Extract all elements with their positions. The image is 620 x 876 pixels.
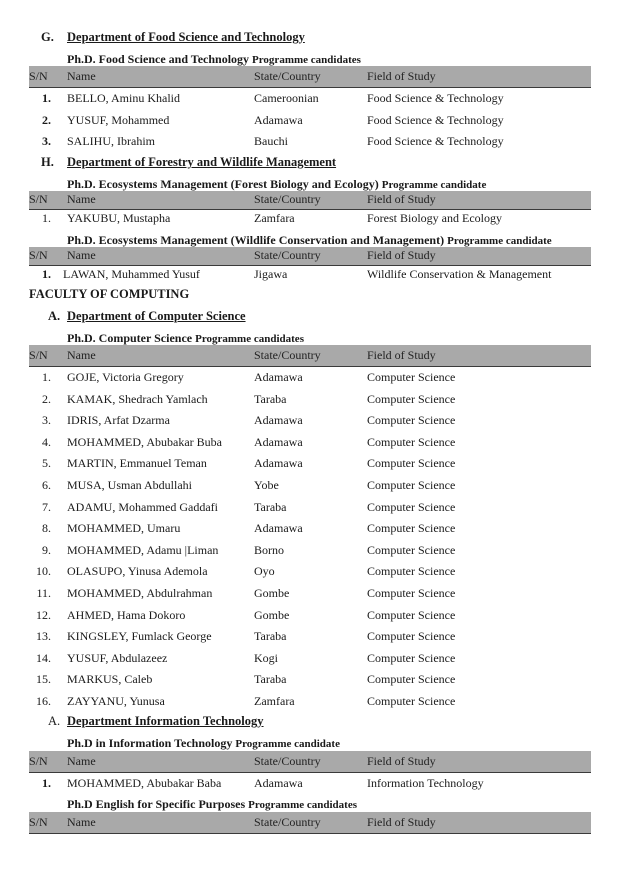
table-row <box>29 413 591 431</box>
header-name: Name <box>67 815 96 829</box>
cell-state: Adamawa <box>254 413 303 428</box>
cell-name: KAMAK, Shedrach Yamlach <box>67 391 208 406</box>
cell-state: Zamfara <box>254 211 295 225</box>
programme-heading <box>67 331 304 346</box>
table-header <box>29 345 591 367</box>
cell-field: Computer Science <box>367 542 456 557</box>
table-row <box>29 776 591 794</box>
table-row <box>29 91 591 109</box>
cell-sn: 3. <box>42 134 51 148</box>
table-row <box>29 478 591 496</box>
department-heading <box>48 309 246 324</box>
department-heading <box>41 30 305 45</box>
table-row <box>29 564 591 582</box>
programme-heading <box>67 177 486 192</box>
programme-name: Ph.D English for Specific Purposes <box>67 797 249 811</box>
cell-field: Forest Biology and Ecology <box>367 211 502 225</box>
cell-name: MOHAMMED, Abubakar Baba <box>67 776 222 790</box>
table-row <box>29 392 591 410</box>
cell-name: MARKUS, Caleb <box>67 672 153 687</box>
cell-sn: 7. <box>42 499 51 514</box>
table-row <box>29 267 591 285</box>
table-row <box>29 672 591 690</box>
cell-sn: 1. <box>42 776 51 790</box>
header-field: Field of Study <box>367 69 436 83</box>
programme-name: Ph.D. Computer Science <box>67 331 196 345</box>
cell-sn: 1. <box>42 211 51 225</box>
cell-name: MUSA, Usman Abdullahi <box>67 478 193 492</box>
cell-state: Yobe <box>254 478 279 492</box>
cell-field: Wildlife Conservation & Management <box>367 267 552 281</box>
header-state: State/Country <box>254 69 321 83</box>
cell-sn: 2. <box>42 391 51 406</box>
cell-state: Taraba <box>254 499 287 514</box>
cell-sn: 12. <box>36 607 51 622</box>
table-row <box>29 113 591 131</box>
cell-name: MOHAMMED, Abubakar Buba <box>67 434 222 449</box>
header-state: State/Country <box>254 348 321 362</box>
cell-sn: 1. <box>42 267 51 281</box>
cell-field: Computer Science <box>367 456 456 471</box>
header-name: Name <box>67 754 96 768</box>
cell-sn: 15. <box>36 672 51 687</box>
cell-sn: 9. <box>42 542 51 557</box>
cell-field: Computer Science <box>367 391 456 406</box>
cell-sn: 1. <box>42 91 51 105</box>
programme-suffix: Programme candidate <box>447 235 552 247</box>
cell-name: MARTIN, Emmanuel Teman <box>67 456 207 471</box>
header-field: Field of Study <box>367 754 436 768</box>
cell-field: Information Technology <box>367 776 484 790</box>
cell-name: YUSUF, Abdulazeez <box>67 650 168 665</box>
cell-name: OLASUPO, Yinusa Ademola <box>67 564 208 579</box>
table-header <box>29 812 591 834</box>
cell-field: Computer Science <box>367 564 456 579</box>
cell-sn: 13. <box>36 629 51 644</box>
cell-sn: 10. <box>36 564 51 579</box>
cell-sn: 14. <box>36 650 51 665</box>
header-sn: S/N <box>29 815 48 829</box>
programme-heading <box>67 797 357 812</box>
cell-state: Adamawa <box>254 434 303 449</box>
cell-sn: 3. <box>42 413 51 428</box>
cell-sn: 2. <box>42 112 51 127</box>
cell-field: Food Science & Technology <box>367 91 504 105</box>
programme-suffix: Programme candidates <box>195 333 304 345</box>
cell-field: Computer Science <box>367 521 456 536</box>
department-title: Department of Forestry and Wildlife Management <box>67 155 337 169</box>
table-header <box>29 66 591 88</box>
header-sn: S/N <box>29 248 48 262</box>
cell-state: Kogi <box>254 650 278 665</box>
programme-suffix: Programme candidate <box>235 738 340 750</box>
header-name: Name <box>67 348 96 362</box>
cell-state: Borno <box>254 542 284 557</box>
cell-state: Adamawa <box>254 456 303 471</box>
programme-name: Ph.D in Information Technology <box>67 736 236 750</box>
cell-sn: 6. <box>42 478 51 492</box>
header-state: State/Country <box>254 815 321 829</box>
table-row <box>29 629 591 647</box>
department-title: Department of Food Science and Technology <box>67 30 305 44</box>
programme-name: Ph.D. Food Science and Technology <box>67 52 253 66</box>
programme-suffix: Programme candidate <box>381 179 487 191</box>
department-heading <box>48 714 264 729</box>
cell-state: Cameroonian <box>254 91 319 105</box>
cell-name: KINGSLEY, Fumlack George <box>67 629 212 644</box>
cell-field: Food Science & Technology <box>367 112 504 127</box>
programme-heading <box>67 52 361 67</box>
cell-state: Bauchi <box>254 134 288 148</box>
table-header <box>29 191 591 210</box>
cell-field: Computer Science <box>367 694 456 708</box>
cell-sn: 8. <box>42 521 51 536</box>
table-row <box>29 586 591 604</box>
header-name: Name <box>67 69 96 83</box>
header-field: Field of Study <box>367 815 436 829</box>
header-state: State/Country <box>254 248 321 262</box>
cell-field: Food Science & Technology <box>367 134 504 148</box>
cell-name: ADAMU, Mohammed Gaddafi <box>67 499 218 514</box>
header-field: Field of Study <box>367 248 436 262</box>
table-row <box>29 500 591 518</box>
table-row <box>29 456 591 474</box>
cell-name: AHMED, Hama Dokoro <box>67 607 186 622</box>
cell-state: Adamawa <box>254 776 303 790</box>
cell-name: YUSUF, Mohammed <box>67 112 170 127</box>
header-name: Name <box>67 192 96 206</box>
section-letter: A. <box>48 714 61 728</box>
table-row <box>29 435 591 453</box>
cell-sn: 11. <box>36 586 51 600</box>
cell-field: Computer Science <box>367 413 456 428</box>
cell-field: Computer Science <box>367 370 456 384</box>
table-row <box>29 211 591 229</box>
header-sn: S/N <box>29 69 48 83</box>
programme-heading <box>67 233 552 248</box>
cell-name: GOJE, Victoria Gregory <box>67 370 184 384</box>
table-row <box>29 694 591 712</box>
cell-name: YAKUBU, Mustapha <box>67 211 171 225</box>
cell-field: Computer Science <box>367 607 456 622</box>
header-field: Field of Study <box>367 348 436 362</box>
cell-name: MOHAMMED, Abdulrahman <box>67 586 213 600</box>
header-sn: S/N <box>29 754 48 768</box>
programme-name: Ph.D. Ecosystems Management (Wildlife Conservation and Management) <box>67 233 448 247</box>
section-letter: A. <box>48 309 61 323</box>
cell-state: Adamawa <box>254 112 303 127</box>
table-row <box>29 651 591 669</box>
header-state: State/Country <box>254 192 321 206</box>
cell-field: Computer Science <box>367 434 456 449</box>
section-letter: H. <box>41 155 54 169</box>
table-row <box>29 134 591 152</box>
department-title: Department Information Technology <box>67 714 264 728</box>
cell-sn: 4. <box>42 434 51 449</box>
cell-name: ZAYYANU, Yunusa <box>67 694 165 708</box>
cell-name: SALIHU, Ibrahim <box>67 134 155 148</box>
cell-name: MOHAMMED, Umaru <box>67 521 181 536</box>
cell-state: Taraba <box>254 391 287 406</box>
cell-state: Oyo <box>254 564 275 579</box>
programme-suffix: Programme candidates <box>252 54 361 66</box>
cell-field: Computer Science <box>367 499 456 514</box>
header-state: State/Country <box>254 754 321 768</box>
table-row <box>29 370 591 388</box>
cell-state: Zamfara <box>254 694 295 708</box>
department-heading <box>41 155 336 170</box>
faculty-heading: FACULTY OF COMPUTING <box>29 287 190 301</box>
table-row <box>29 543 591 561</box>
table-row <box>29 608 591 626</box>
table-header <box>29 751 591 773</box>
cell-state: Adamawa <box>254 370 303 384</box>
header-name: Name <box>67 248 96 262</box>
cell-field: Computer Science <box>367 478 456 492</box>
cell-state: Taraba <box>254 672 287 687</box>
cell-field: Computer Science <box>367 650 456 665</box>
table-header <box>29 247 591 266</box>
cell-field: Computer Science <box>367 629 456 644</box>
cell-sn: 5. <box>42 456 51 471</box>
table-row <box>29 521 591 539</box>
cell-name: BELLO, Aminu Khalid <box>67 91 180 105</box>
programme-suffix: Programme candidates <box>248 799 357 811</box>
programme-name: Ph.D. Ecosystems Management (Forest Biology and Ecology) <box>67 177 382 191</box>
cell-state: Gombe <box>254 586 290 600</box>
cell-state: Jigawa <box>254 267 288 281</box>
header-field: Field of Study <box>367 192 436 206</box>
cell-name: LAWAN, Muhammed Yusuf <box>63 267 200 281</box>
programme-heading <box>67 736 340 751</box>
cell-sn: 16. <box>36 694 51 708</box>
header-sn: S/N <box>29 192 48 206</box>
cell-name: MOHAMMED, Adamu |Liman <box>67 542 219 557</box>
cell-field: Computer Science <box>367 672 456 687</box>
cell-state: Gombe <box>254 607 290 622</box>
cell-name: IDRIS, Arfat Dzarma <box>67 413 170 428</box>
cell-field: Computer Science <box>367 586 456 600</box>
department-title: Department of Computer Science <box>67 309 246 323</box>
header-sn: S/N <box>29 348 48 362</box>
cell-state: Adamawa <box>254 521 303 536</box>
cell-state: Taraba <box>254 629 287 644</box>
cell-sn: 1. <box>42 370 51 384</box>
section-letter: G. <box>41 30 54 44</box>
